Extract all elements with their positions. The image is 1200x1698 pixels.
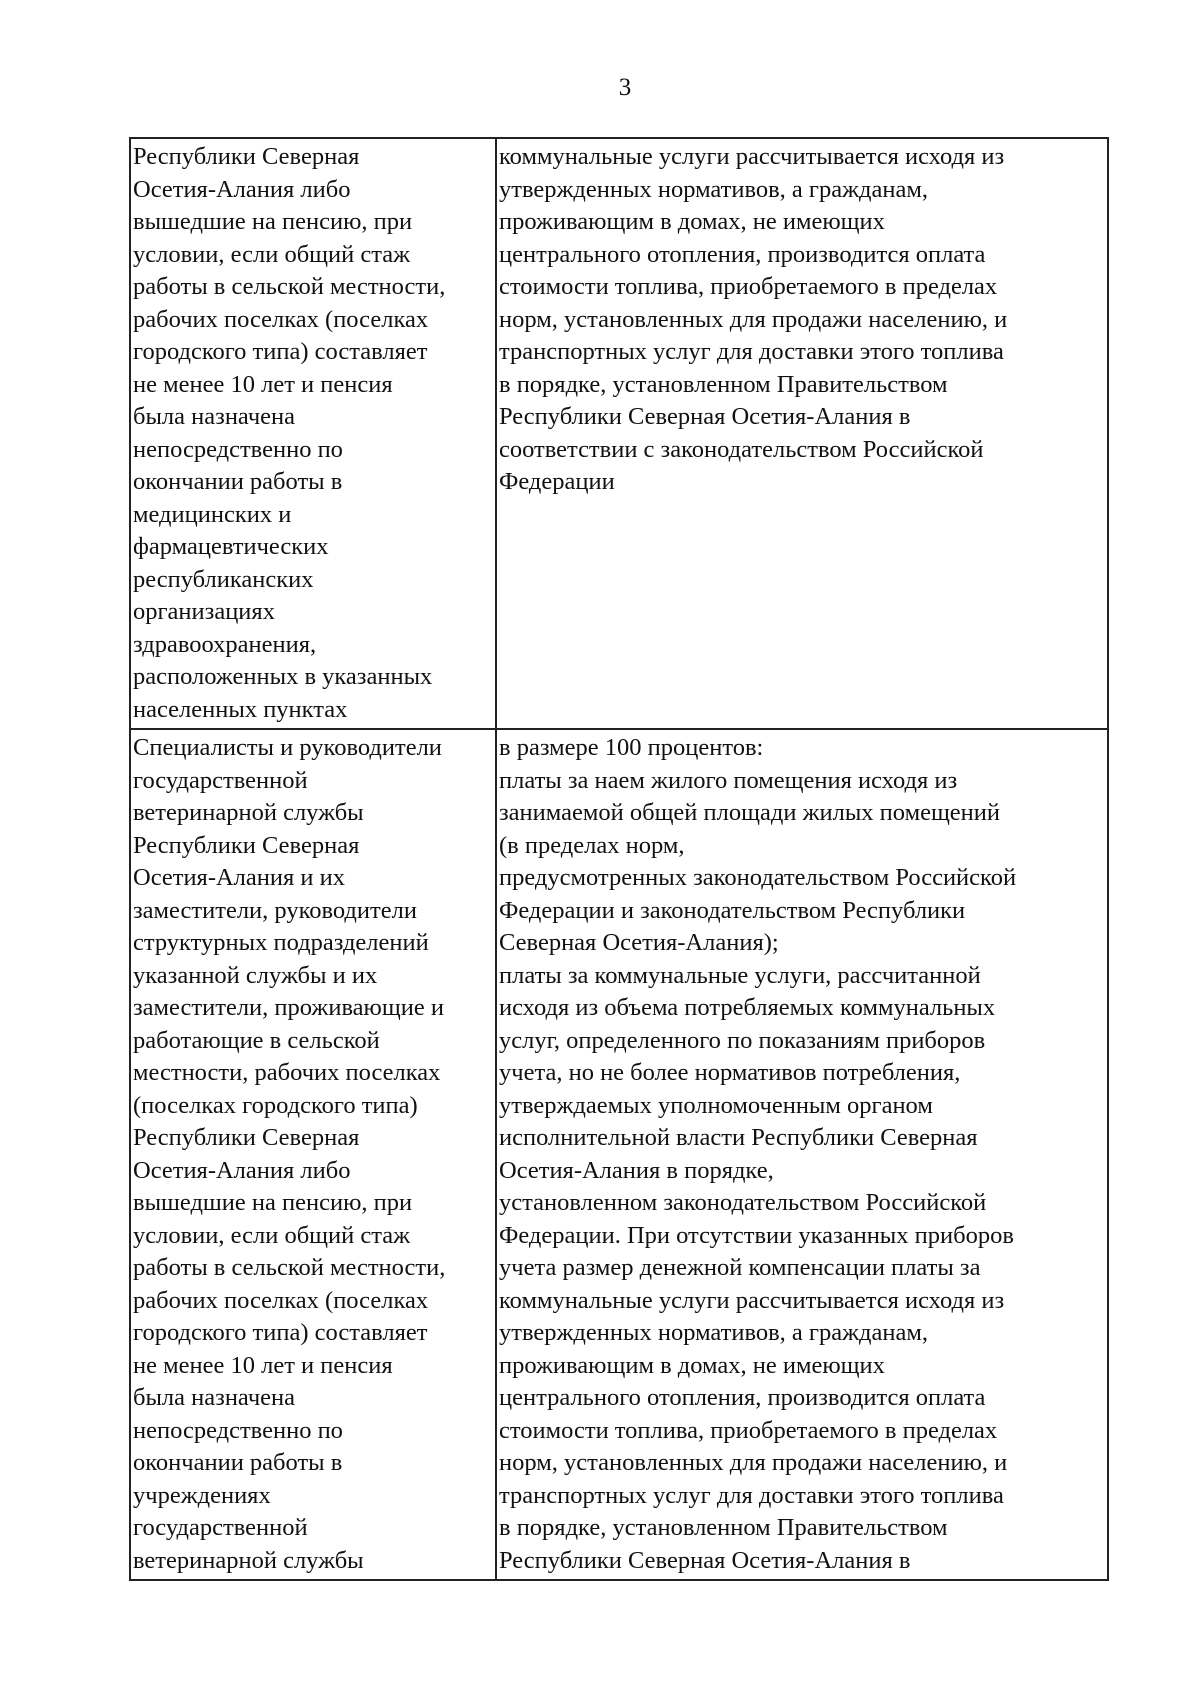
benefits-table [129,137,1109,1581]
cell-text-line: государственной [133,1514,308,1541]
cell-text-line: окончании работы в [133,1449,343,1476]
cell-text-line: учреждениях [133,1481,271,1509]
cell-text-line: работы в сельской местности, [133,273,446,300]
cell-text-line: Республики Северная [133,1124,360,1151]
cell-text-line: (в пределах норм, [499,831,685,859]
cell-text-line: Северная Осетия-Алания); [499,929,779,956]
cell-text-line: Федерации. При отсутствии указанных приборов [499,1221,1014,1249]
cell-text-line: норм, установленных для продажи населению, и [499,305,1008,333]
table-row [130,138,1108,729]
cell-text-line: непосредственно по [133,1416,343,1444]
cell-text-line: работающие в сельской [133,1026,380,1054]
cell-text-line: ветеринарной службы [133,799,364,826]
cell-text-line: фармацевтических [133,533,329,560]
cell-text-line: стоимости топлива, приобретаемого в пределах [499,1416,998,1444]
category-cell [130,138,496,729]
cell-text-line: предусмотренных законодательством Российской [499,864,1017,891]
cell-text-line: условии, если общий стаж [133,1221,411,1249]
cell-text-line: утверждаемых уполномоченным органом [499,1091,933,1119]
cell-text-line: Осетия-Алания либо [133,175,351,203]
cell-text-line: вышедшие на пенсию, при [133,1189,413,1216]
category-cell [130,729,496,1580]
cell-text-line: была назначена [133,1384,296,1411]
cell-text-line: была назначена [133,403,296,430]
cell-text-line: организациях [133,598,275,625]
cell-text-line: стоимости топлива, приобретаемого в пределах [499,273,998,300]
cell-text-line: исполнительной власти Республики Северная [499,1124,978,1151]
cell-text-line: центрального отопления, производится оплата [499,240,986,268]
cell-text-line: вышедшие на пенсию, при [133,208,413,235]
cell-text-line: Осетия-Алания либо [133,1156,351,1184]
cell-text-line: транспортных услуг для доставки этого топлива [499,338,1004,365]
cell-text-line: ветеринарной службы [133,1546,364,1574]
cell-text-line: утвержденных нормативов, а гражданам, [499,175,928,203]
cell-text-line: норм, установленных для продажи населению, и [499,1449,1008,1476]
cell-text-line: республиканских [133,565,314,593]
cell-text-line: заместители, проживающие и [133,994,444,1021]
cell-text-line: местности, рабочих поселках [133,1059,441,1086]
cell-text-line: Осетия-Алания и их [133,864,345,891]
cell-text-line: Осетия-Алания в порядке, [499,1156,774,1184]
cell-text-line: коммунальные услуги рассчитывается исходя из [499,1286,1005,1314]
cell-text-line: работы в сельской местности, [133,1254,446,1281]
cell-text-line: услуг, определенного по показаниям приборов [499,1026,986,1054]
cell-text-line: Республики Северная [133,831,360,859]
cell-text-line: соответствии с законодательством Российской [499,435,984,463]
cell-text-line: платы за наем жилого помещения исходя из [499,766,958,794]
cell-text-line: государственной [133,766,308,794]
cell-text-line: платы за коммунальные услуги, рассчитанной [499,961,981,989]
cell-text-line: заместители, руководители [133,896,417,924]
cell-text-line: Республики Северная Осетия-Алания в [499,1546,911,1574]
cell-text-line: не менее 10 лет и пенсия [133,370,393,398]
cell-text-line: структурных подразделений [133,929,429,956]
cell-text-line: условии, если общий стаж [133,240,411,268]
cell-text-line: Республики Северная [133,143,360,170]
cell-text-line: рабочих поселках (поселках [133,1286,429,1314]
benefit-cell [496,729,1108,1580]
cell-text-line: утвержденных нормативов, а гражданам, [499,1319,928,1346]
cell-text-line: установленном законодательством Российской [499,1189,987,1216]
cell-text-line: населенных пунктах [133,695,348,723]
cell-text-line: проживающим в домах, не имеющих [499,1351,885,1379]
cell-text-line: Федерации [499,468,615,495]
cell-text-line: в порядке, установленном Правительством [499,370,948,398]
cell-text-line: не менее 10 лет и пенсия [133,1351,393,1379]
table-row [130,729,1108,1580]
cell-text-line: центрального отопления, производится оплата [499,1384,986,1411]
cell-text-line: в порядке, установленном Правительством [499,1514,948,1541]
cell-text-line: рабочих поселках (поселках [133,305,429,333]
cell-text-line: учета размер денежной компенсации платы за [499,1254,981,1281]
cell-text-line: окончании работы в [133,468,343,495]
cell-text-line: (поселках городского типа) [133,1091,418,1119]
cell-text-line: проживающим в домах, не имеющих [499,208,885,235]
page-number: 3 [618,74,632,101]
cell-text-line: транспортных услуг для доставки этого топлива [499,1481,1004,1509]
cell-text-line: исходя из объема потребляемых коммунальных [499,994,996,1021]
cell-text-line: занимаемой общей площади жилых помещений [499,799,1001,826]
cell-text-line: Федерации и законодательством Республики [499,896,966,924]
cell-text-line: коммунальные услуги рассчитывается исходя из [499,143,1005,170]
cell-text-line: Республики Северная Осетия-Алания в [499,403,911,430]
cell-text-line: здравоохранения, [133,630,317,658]
benefit-cell [496,138,1108,729]
cell-text-line: непосредственно по [133,435,343,463]
cell-text-line: Специалисты и руководители [133,734,442,761]
cell-text-line: городского типа) составляет [133,1319,428,1346]
cell-text-line: в размере 100 процентов: [499,734,764,761]
cell-text-line: учета, но не более нормативов потребления, [499,1059,961,1086]
cell-text-line: расположенных в указанных [133,663,433,690]
cell-text-line: городского типа) составляет [133,338,428,365]
cell-text-line: медицинских и [133,500,292,528]
cell-text-line: указанной службы и их [133,961,378,989]
